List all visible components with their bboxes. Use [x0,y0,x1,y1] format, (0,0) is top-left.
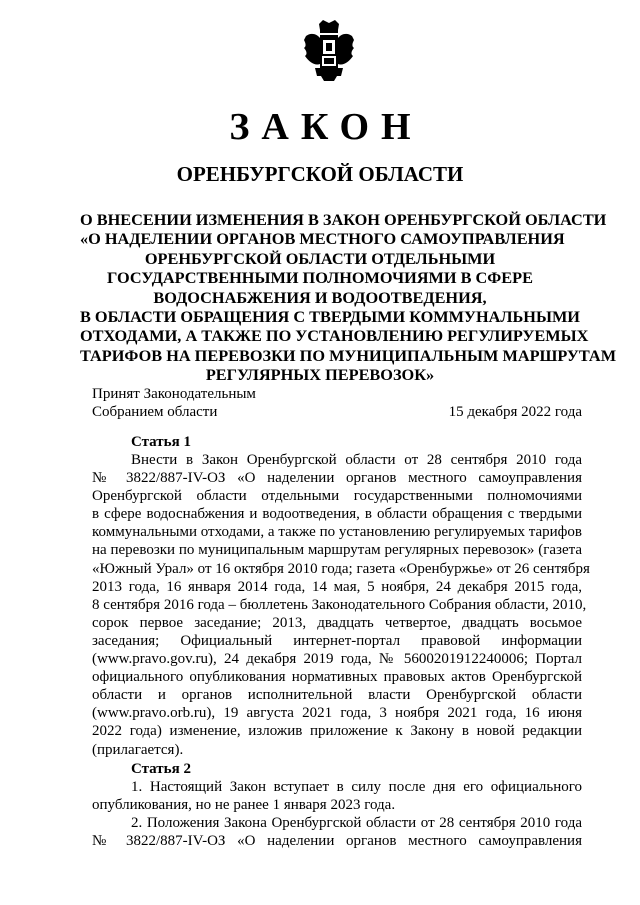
adoption-block [92,385,582,421]
subject-line: ОТХОДАМИ, А ТАКЖЕ ПО УСТАНОВЛЕНИЮ РЕГУЛИРУЕМЫХ [80,326,589,346]
law-title: ЗАКОН [229,106,423,148]
text-line: № 3822/887-IV-ОЗ «О наделении органов местного самоуправления [92,470,582,487]
law-subject [80,210,617,385]
text-line: коммунальными отходами, а также по установлению регулируемых тарифов [92,524,582,541]
text-line: 2022 года) изменение, изложив приложение к Закону в новой редакции [92,723,582,740]
text-line: официального опубликования нормативных правовых актов Оренбургской [92,669,582,686]
adopted-by-line: Принят Законодательным [92,386,256,402]
text-line: (www.pravo.gov.ru), 24 декабря 2019 года, № 5600201912240006; Портал [92,651,582,668]
subject-line: ОРЕНБУРГСКОЙ ОБЛАСТИ ОТДЕЛЬНЫМИ [144,248,496,268]
adopted-by-line: Собранием области [92,404,218,420]
article-2-paragraph-1 [92,778,582,814]
subject-line: РЕГУЛЯРНЫХ ПЕРЕВОЗОК» [205,365,435,385]
subject-line: В ОБЛАСТИ ОБРАЩЕНИЯ С ТВЕРДЫМИ КОММУНАЛЬНЫМИ [80,307,580,327]
subject-line: ГОСУДАРСТВЕННЫМИ ПОЛНОМОЧИЯМИ В СФЕРЕ [107,268,533,288]
text-line: опубликования, но не ранее 1 января 2023 года. [92,797,396,814]
subject-line: ТАРИФОВ НА ПЕРЕВОЗКИ ПО МУНИЦИПАЛЬНЫМ МАРШРУТАМ [80,345,617,365]
text-line: № 3822/887-IV-ОЗ «О наделении органов местного самоуправления [92,833,582,850]
text-line: заседания; Официальный интернет-портал правовой информации [92,632,582,649]
text-line: 1. Настоящий Закон вступает в силу после дня его официального [131,779,582,795]
coat-of-arms-icon [301,20,357,82]
region-title: ОРЕНБУРГСКОЙ ОБЛАСТИ [176,162,464,186]
article-2-heading: Статья 2 [131,761,191,777]
subject-line: «О НАДЕЛЕНИИ ОРГАНОВ МЕСТНОГО САМОУПРАВЛЕНИЯ [80,229,565,249]
article-1-heading: Статья 1 [131,434,191,450]
subject-line: О ВНЕСЕНИИ ИЗМЕНЕНИЯ В ЗАКОН ОРЕНБУРГСКОЙ ОБЛАСТИ [80,210,607,229]
text-line: Внести в Закон Оренбургской области от 28 сентября 2010 года [131,452,582,468]
text-line: в сфере водоснабжения и водоотведения, в области обращения с твердыми [92,506,582,523]
text-line: «Южный Урал» от 16 октября 2010 года; газета «Оренбуржье» от 26 сентября [92,560,590,577]
text-line: 2. Положения Закона Оренбургской области от 28 сентября 2010 года [131,815,582,831]
text-line: (прилагается). [92,741,184,758]
text-line: на перевозки по муниципальным маршрутам регулярных перевозок» (газета [92,542,582,559]
adoption-date: 15 декабря 2022 года [448,404,582,420]
text-line: (www.pravo.orb.ru), 19 августа 2021 года, 3 ноября 2021 года, 16 июня [92,705,582,722]
text-line: 2013 года, 16 января 2014 года, 14 мая, 5 ноября, 24 декабря 2015 года, [92,578,582,595]
subject-line: ВОДОСНАБЖЕНИЯ И ВОДООТВЕДЕНИЯ, [153,287,487,307]
article-1-text [92,451,590,759]
text-line: сорок первое заседание; 2013, двадцать четвертое, двадцать восьмое [92,614,582,631]
text-line: Оренбургской области отдельными государственными полномочиями [92,488,582,505]
text-line: 8 сентября 2016 года – бюллетень Законодательного Собрания области, 2010, [92,596,587,613]
text-line: области и органов исполнительной власти Оренбургской области [92,687,582,704]
article-2-paragraph-2 [92,814,582,850]
